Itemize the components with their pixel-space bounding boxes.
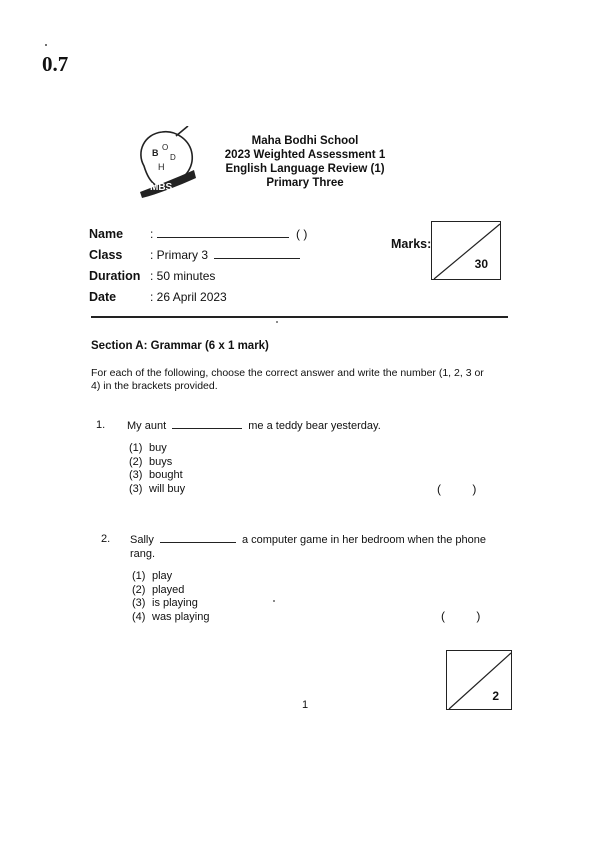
option-item: (4) was playing (132, 610, 210, 623)
school-header (200, 134, 410, 190)
question-number: 2. (101, 533, 111, 545)
answer-blank[interactable] (160, 542, 236, 543)
svg-text:H: H (158, 162, 165, 172)
question-text: Sally a computer game in her bedroom when the phone rang. (130, 533, 505, 561)
page-score-box[interactable] (446, 650, 512, 710)
index-brackets: ( ) (296, 227, 308, 241)
leaf-logo-icon (136, 126, 200, 198)
svg-text:O: O (162, 143, 169, 152)
option-item: (3) bought (129, 469, 183, 481)
assessment-title: 2023 Weighted Assessment 1 (224, 149, 386, 161)
option-item: (1) play (132, 570, 173, 582)
school-logo (136, 126, 200, 198)
name-field[interactable]: : ( ) (150, 227, 308, 241)
option-item: (3) is playing (132, 597, 198, 609)
answer-brackets[interactable]: ( ) (437, 482, 477, 496)
level-title: Primary Three (266, 177, 344, 189)
options-list (129, 442, 185, 496)
name-blank[interactable] (157, 237, 289, 238)
class-field[interactable]: : Primary 3 (150, 248, 300, 262)
svg-text:MBS: MBS (150, 182, 173, 193)
answer-brackets[interactable]: ( ) (441, 609, 481, 623)
section-title: Section A: Grammar (6 x 1 mark) (91, 340, 269, 352)
marks-label: Marks: (391, 237, 432, 251)
question-number: 1. (96, 419, 106, 431)
question-text: My aunt me a teddy bear yesterday. (127, 420, 381, 432)
option-item: (1) buy (129, 442, 167, 454)
duration-label: Duration (89, 269, 141, 283)
school-name: Maha Bodhi School (251, 135, 359, 147)
duration-value: : 50 minutes (150, 269, 216, 283)
date-value: : 26 April 2023 (150, 290, 227, 304)
date-label: Date (89, 290, 117, 304)
scan-speck (45, 44, 47, 46)
answer-blank[interactable] (172, 428, 242, 429)
diagonal-line-icon (447, 651, 513, 711)
version-label: 0.7 (42, 52, 69, 76)
scan-speck (273, 600, 275, 602)
marks-box[interactable] (431, 221, 501, 280)
name-label: Name (89, 227, 124, 241)
option-item: (2) played (132, 583, 185, 596)
options-list (132, 570, 209, 624)
option-item: (3) will buy (129, 482, 186, 495)
svg-text:D: D (170, 153, 176, 162)
marks-total: 30 (474, 257, 488, 271)
svg-text:B: B (152, 148, 159, 158)
scan-speck (276, 321, 278, 323)
option-item: (2) buys (129, 455, 173, 468)
class-blank[interactable] (214, 258, 300, 259)
class-label: Class (89, 248, 123, 262)
page-score-total: 2 (492, 689, 499, 703)
subject-title: English Language Review (1) (225, 163, 385, 175)
section-instructions: For each of the following, choose the correct answer and write the number (1, 2, 3 or 4) in the brackets provided. (91, 367, 484, 392)
diagonal-line-icon (432, 222, 502, 281)
divider (91, 316, 508, 318)
question-continuation: rang. (130, 548, 156, 560)
page-number: 1 (302, 699, 309, 711)
